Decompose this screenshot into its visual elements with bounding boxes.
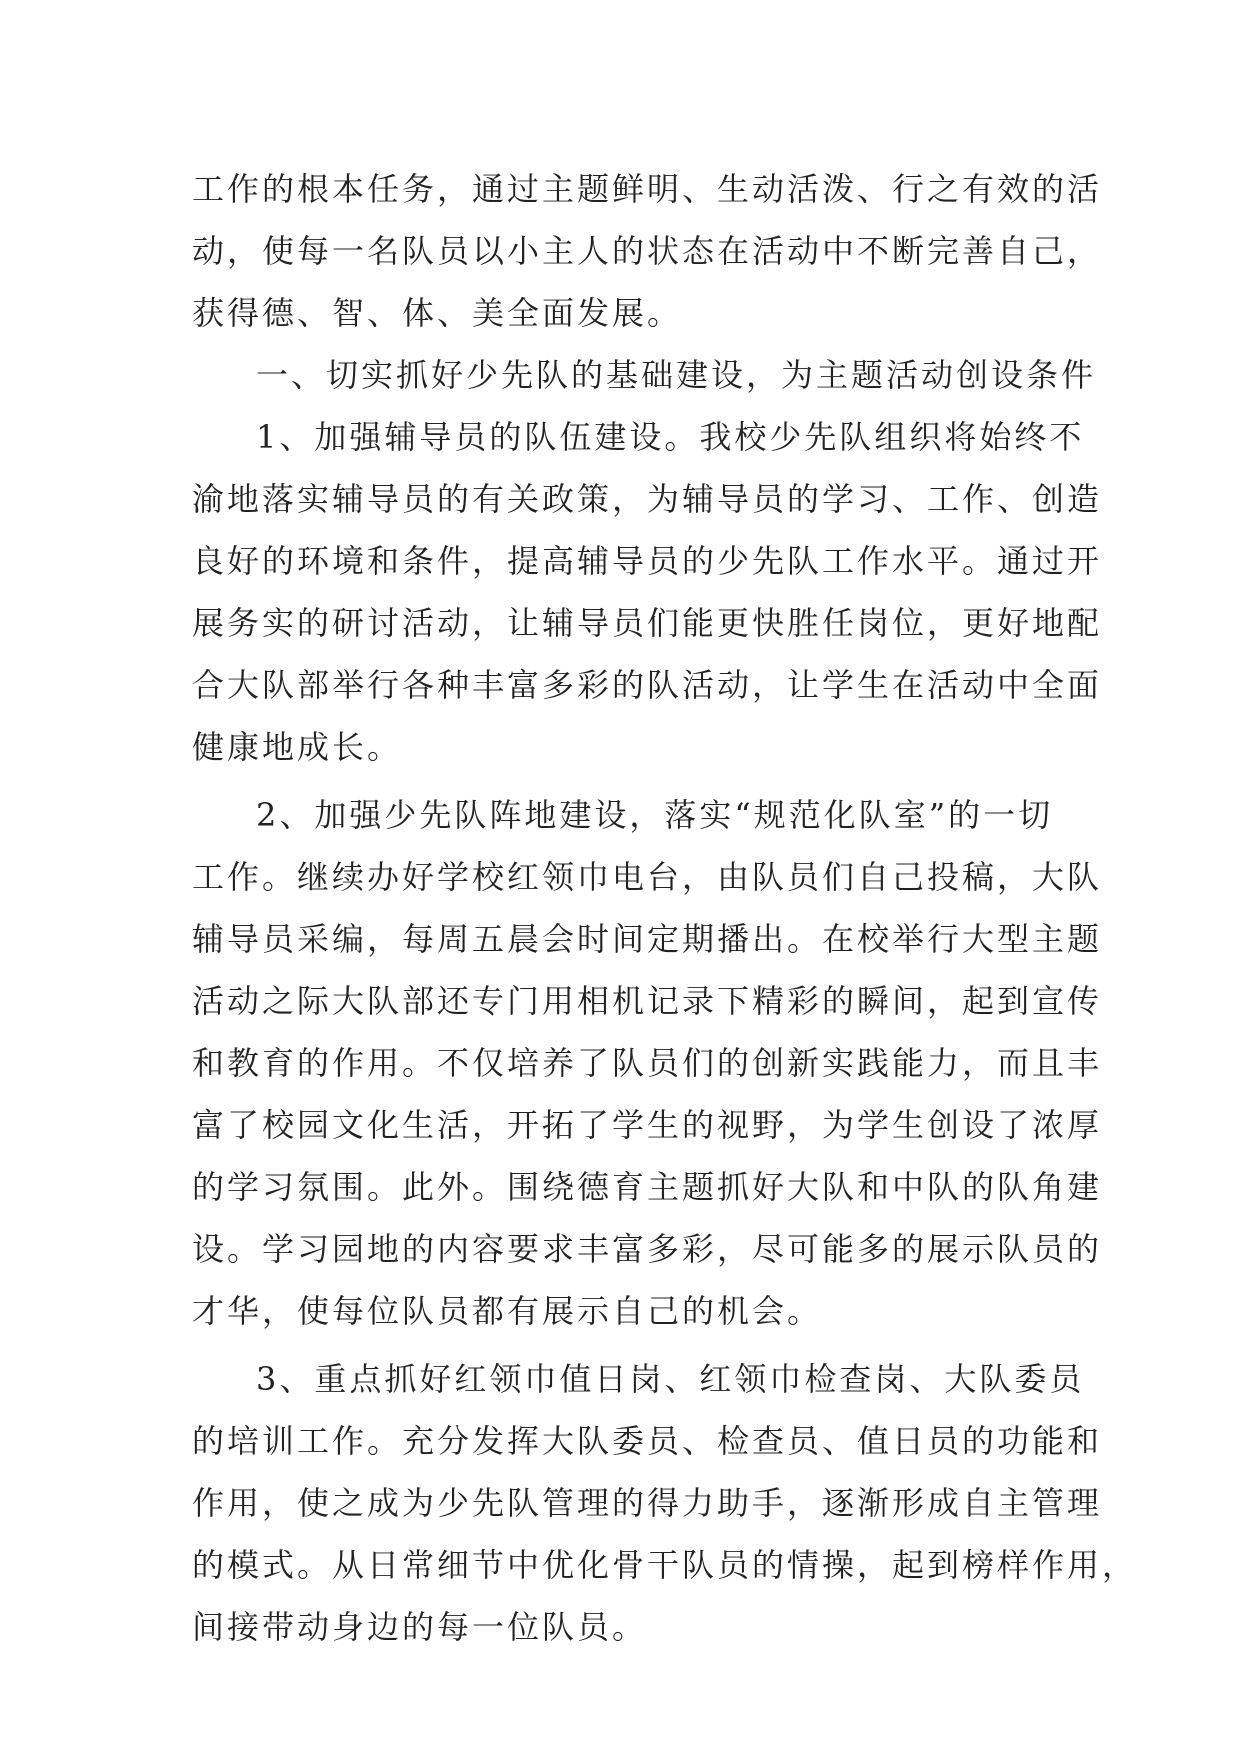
- text-line: 3、重点抓好红领巾值日岗、红领巾检查岗、大队委员: [256, 1360, 1085, 1398]
- text-line: 动，使每一名队员以小主人的状态在活动中不断完善自己，: [192, 232, 1103, 270]
- text-line: 间接带动身边的每一位队员。: [192, 1608, 648, 1646]
- text-line: 1、加强辅导员的队伍建设。我校少先队组织将始终不: [256, 418, 1085, 456]
- text-line: 和教育的作用。不仅培养了队员们的创新实践能力，而且丰: [192, 1044, 1103, 1082]
- text-line: 的学习氛围。此外。围绕德育主题抓好大队和中队的队角建: [192, 1168, 1103, 1206]
- text-line: 工作。继续办好学校红领巾电台，由队员们自己投稿，大队: [192, 858, 1103, 896]
- text-line: 富了校园文化生活，开拓了学生的视野，为学生创设了浓厚: [192, 1106, 1103, 1144]
- text-line: 展务实的研讨活动，让辅导员们能更快胜任岗位，更好地配: [192, 604, 1103, 642]
- text-line: 获得德、智、体、美全面发展。: [192, 294, 683, 332]
- paragraph-item-3: [192, 1348, 1138, 1658]
- text-line: 辅导员采编，每周五晨会时间定期播出。在校举行大型主题: [192, 920, 1103, 958]
- paragraph-item-1: [192, 406, 1103, 778]
- text-line: 的培训工作。充分发挥大队委员、检查员、值日员的功能和: [192, 1422, 1103, 1460]
- paragraph-item-2: [192, 784, 1103, 1342]
- text-line: 渝地落实辅导员的有关政策，为辅导员的学习、工作、创造: [192, 480, 1103, 518]
- text-line: 活动之际大队部还专门用相机记录下精彩的瞬间，起到宣传: [192, 982, 1103, 1020]
- paragraph-intro: [192, 158, 1103, 344]
- text-line: 合大队部举行各种丰富多彩的队活动，让学生在活动中全面: [192, 666, 1103, 704]
- text-line: 作用，使之成为少先队管理的得力助手，逐渐形成自主管理: [192, 1484, 1103, 1522]
- text-line: 2、加强少先队阵地建设，落实“规范化队室”的一切: [256, 796, 1054, 834]
- section-heading: [192, 344, 1097, 406]
- text-line: 工作的根本任务，通过主题鲜明、生动活泼、行之有效的活: [192, 170, 1103, 208]
- text-line: 健康地成长。: [192, 728, 403, 766]
- document-body: [192, 158, 1138, 1658]
- text-line: 设。学习园地的内容要求丰富多彩，尽可能多的展示队员的: [192, 1230, 1103, 1268]
- heading-line: 一、切实抓好少先队的基础建设，为主题活动创设条件: [256, 356, 1097, 394]
- text-line: 的模式。从日常细节中优化骨干队员的情操，起到榜样作用，: [192, 1546, 1138, 1584]
- text-line: 良好的环境和条件，提高辅导员的少先队工作水平。通过开: [192, 542, 1103, 580]
- text-line: 才华，使每位队员都有展示自己的机会。: [192, 1292, 823, 1330]
